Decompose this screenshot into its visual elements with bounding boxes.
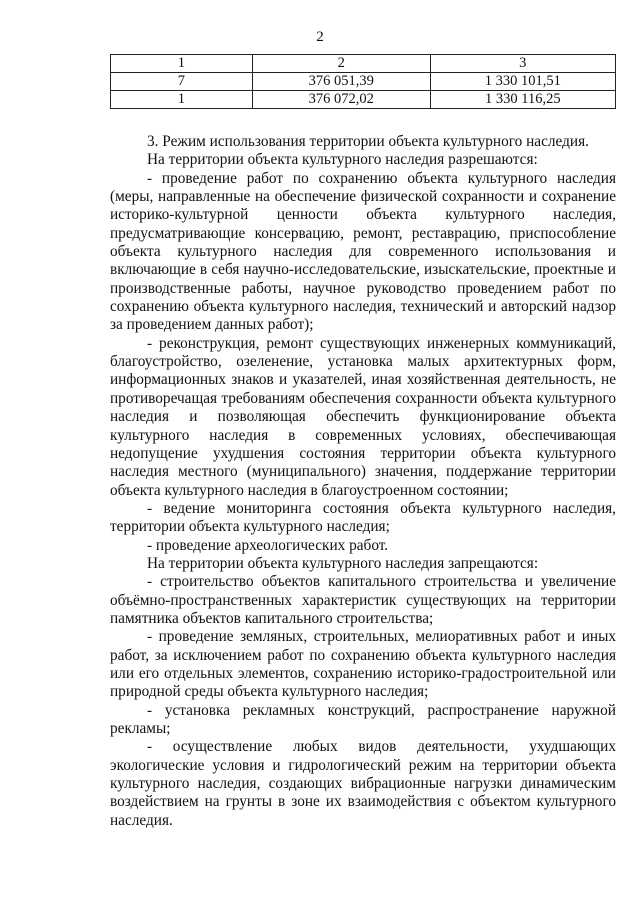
paragraph: На территории объекта культурного наследия запрещаются: [147,554,539,572]
paragraph: - проведение земляных, строительных, мелиоративных работ и иных работ, за исключением работ по сохранению объекта культурного наследия или его отдельных элементов, сохранению историко-градостроительной или природной среды объекта культурного наследия; [110,628,616,701]
paragraph: - ведение мониторинга состояния объекта культурного наследия, территории объекта культурного наследия; [110,499,616,536]
table-cell-y: 1 330 116,25 [430,91,615,109]
table-header-cell: 1 [111,55,253,73]
table-header-cell: 2 [252,55,430,73]
table-row [111,73,616,91]
section-heading: 3. Режим использования территории объекта культурного наследия. [147,133,589,150]
table-cell-point: 7 [111,73,253,91]
table-header-row [111,55,616,73]
table-header-cell: 3 [430,55,615,73]
page-number: 2 [316,29,324,45]
table-cell-x: 376 051,39 [252,73,430,91]
paragraph: - осуществление любых видов деятельности, ухудшающих экологические условия и гидрологический режим на территории объекта культурного наследия, создающих вибрационные нагрузки динамическим воздействием на грунты в зоне их взаимодействия с объектом культурного наследия. [110,738,616,829]
table-row [111,91,616,109]
paragraph: - установка рекламных конструкций, распространение наружной рекламы; [110,701,616,737]
paragraph: На территории объекта культурного наследия разрешаются: [147,151,538,169]
coordinates-table [110,54,616,109]
paragraph: - строительство объектов капитального строительства и увеличение объёмно-пространственных характеристик существующих на территории памятника объектов капитального строительства; [110,573,616,627]
table-cell-y: 1 330 101,51 [430,73,615,91]
document-body [110,123,616,830]
paragraph: - реконструкция, ремонт существующих инженерных коммуникаций, благоустройство, озеленение, установка малых архитектурных форм, информационных знаков и указателей, иная хозяйственная деятельность, не противоречащая требованиям обеспечения сохранности объекта культурного наследия и позволяющая обеспечить функционирование объекта культурного наследия в современных условиях, обеспечивающая недопущение ухудшения состояния территории объекта культурного наследия местного (муниципального) значения, поддержание территории объекта культурного наследия в благоустроенном состоянии; [110,334,616,499]
paragraph: - проведение археологических работ. [147,536,389,554]
table-cell-x: 376 072,02 [252,91,430,109]
paragraph: - проведение работ по сохранению объекта культурного наследия (меры, направленные на обеспечение физической сохранности и сохранение историко-культурной ценности объекта культурного наследия, предусматривающие консервацию, ремонт, реставрацию, приспособление объекта культурного наследия для современного использования и включающие в себя научно-исследовательские, изыскательские, проектные и производственные работы, научное руководство проведением работ по сохранению объекта культурного наследия, технический и авторский надзор за проведением данных работ); [110,169,616,334]
table-cell-point: 1 [111,91,253,109]
